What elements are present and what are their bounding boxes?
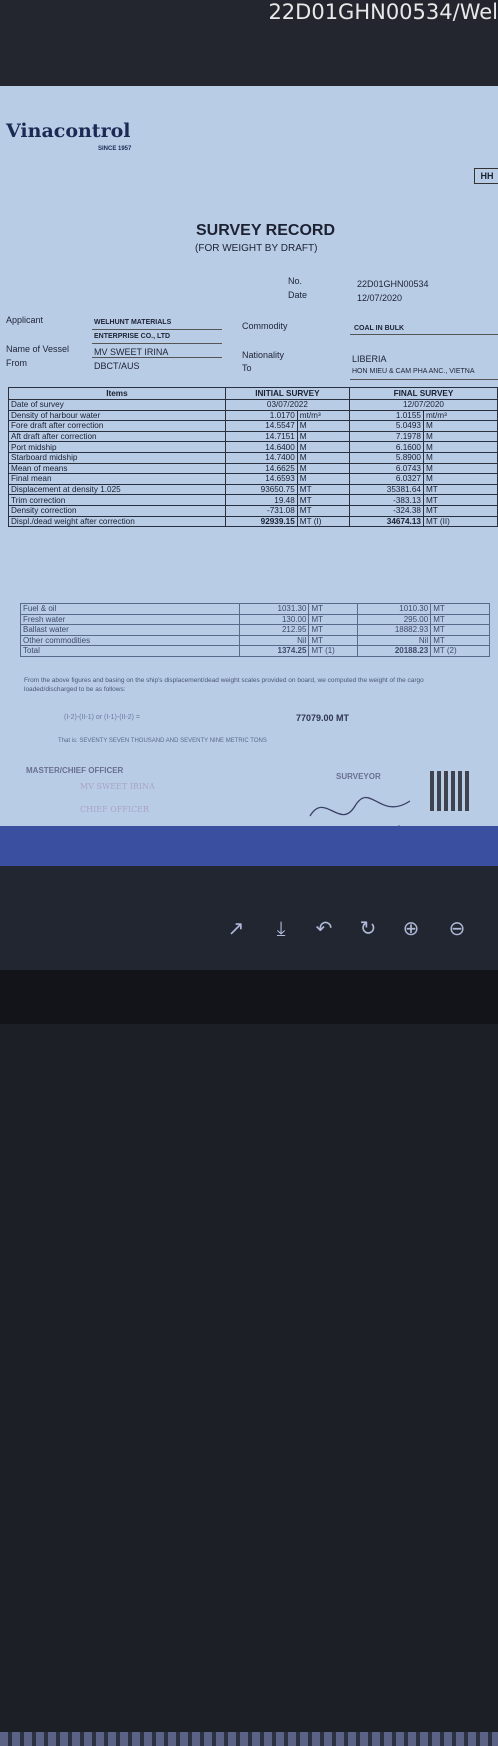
row-initial-unit: MT (I) — [297, 516, 349, 527]
row-initial-unit: MT — [297, 495, 349, 506]
row-initial-value: 93650.75 — [225, 484, 297, 495]
row-initial-value: 14.7151 — [225, 431, 297, 442]
row-final-value: 12/07/2020 — [349, 400, 497, 411]
page-subtitle: (FOR WEIGHT BY DRAFT) — [195, 243, 318, 254]
row-final-value: 18882.93 — [357, 625, 431, 636]
table-row — [21, 646, 490, 657]
row-initial-value: 14.6593 — [225, 474, 297, 485]
qr-code — [430, 771, 470, 811]
row-final-value: 7.1978 — [349, 431, 423, 442]
document-edge-strip — [0, 1732, 498, 1746]
nationality-label: Nationality — [242, 350, 285, 360]
final-survey-header: FINAL SURVEY — [349, 388, 497, 400]
initial-survey-header: INITIAL SURVEY — [225, 388, 349, 400]
row-initial-value: 14.6400 — [225, 442, 297, 453]
row-final-value: 35381.64 — [349, 484, 423, 495]
row-initial-value: 03/07/2022 — [225, 400, 349, 411]
row-final-value: 1010.30 — [357, 604, 431, 615]
table-row — [9, 421, 498, 432]
row-final-unit: M — [423, 452, 497, 463]
survey-table — [8, 387, 498, 527]
rotate-left-icon[interactable]: ↶ — [315, 918, 333, 940]
table-row — [9, 463, 498, 474]
document-title: 22D01GHN00534/Wel — [268, 0, 498, 24]
master-signature-label: MASTER/CHIEF OFFICER — [26, 766, 124, 775]
row-item: Date of survey — [9, 400, 226, 411]
row-item: Total — [21, 646, 240, 657]
viewer-top-bar — [0, 0, 498, 86]
divider — [92, 329, 222, 330]
document-footer — [0, 826, 498, 866]
cargo-weight-result: 77079.00 MT — [296, 713, 350, 723]
row-final-value: 5.0493 — [349, 421, 423, 432]
divider — [350, 379, 498, 380]
row-final-unit: MT (II) — [423, 516, 497, 527]
no-label: No. — [288, 276, 303, 286]
row-initial-unit: M — [297, 474, 349, 485]
row-final-value: 6.0743 — [349, 463, 423, 474]
row-item: Final mean — [9, 474, 226, 485]
row-item: Displ./dead weight after correction — [9, 516, 226, 527]
computation-note: From the above figures and basing on the ship's displacement/dead weight scales provided on board, we computed the weight of the cargo loaded/discharged to be as follows: — [24, 677, 424, 693]
row-final-unit: MT — [423, 495, 497, 506]
row-initial-value: 14.5547 — [225, 421, 297, 432]
download-icon[interactable]: ⤓ — [276, 918, 286, 940]
row-initial-unit: M — [297, 421, 349, 432]
row-item: Trim correction — [9, 495, 226, 506]
table-row — [9, 400, 498, 411]
items-header: Items — [9, 388, 226, 400]
row-final-value: 5.8900 — [349, 452, 423, 463]
logo-since: SINCE 1957 — [98, 146, 132, 152]
page-title: SURVEY RECORD — [196, 222, 335, 239]
table-row — [21, 614, 490, 625]
divider — [92, 343, 222, 344]
row-item: Starboard midship — [9, 452, 226, 463]
row-initial-unit: M — [297, 452, 349, 463]
row-item: Aft draft after correction — [9, 431, 226, 442]
vessel-stamp — [80, 782, 170, 822]
row-initial-value: 130.00 — [240, 614, 309, 625]
from-value: DBCT/AUS — [94, 361, 140, 371]
row-final-unit: M — [423, 431, 497, 442]
row-final-value: 34674.13 — [349, 516, 423, 527]
row-final-unit: M — [423, 463, 497, 474]
applicant-label: Applicant — [6, 315, 44, 325]
zoom-in-icon[interactable]: ⊕ — [402, 918, 420, 940]
row-item: Mean of means — [9, 463, 226, 474]
date-label: Date — [288, 290, 308, 300]
row-item: Fore draft after correction — [9, 421, 226, 432]
row-initial-value: 212.95 — [240, 625, 309, 636]
row-item: Fuel & oil — [21, 604, 240, 615]
row-final-value: -324.38 — [349, 505, 423, 516]
vessel-value: MV SWEET IRINA — [94, 347, 169, 357]
rotate-right-icon[interactable]: ↻ — [359, 918, 377, 940]
row-final-value: 6.1600 — [349, 442, 423, 453]
commodity-value: COAL IN BULK — [354, 325, 405, 332]
date-value: 12/07/2020 — [357, 293, 403, 303]
to-label: To — [242, 363, 252, 373]
commodity-label: Commodity — [242, 321, 288, 331]
row-item: Displacement at density 1.025 — [9, 484, 226, 495]
row-final-unit: mt/m³ — [423, 410, 497, 421]
row-initial-value: 92939.15 — [225, 516, 297, 527]
row-initial-unit: mt/m³ — [297, 410, 349, 421]
table-header-row — [9, 388, 498, 400]
nationality-value: LIBERIA — [352, 354, 387, 364]
row-final-unit: M — [423, 421, 497, 432]
table-row — [9, 452, 498, 463]
row-initial-value: 1.0170 — [225, 410, 297, 421]
row-item: Fresh water — [21, 614, 240, 625]
row-final-unit: MT (2) — [431, 646, 490, 657]
vessel-label: Name of Vessel — [6, 344, 70, 354]
table-row — [21, 625, 490, 636]
row-initial-value: 14.7400 — [225, 452, 297, 463]
row-initial-unit: MT — [309, 635, 357, 646]
row-item: Other commodities — [21, 635, 240, 646]
row-initial-unit: MT — [309, 614, 357, 625]
row-item: Ballast water — [21, 625, 240, 636]
table-row — [9, 484, 498, 495]
row-final-unit: MT — [431, 614, 490, 625]
row-initial-unit: MT — [309, 604, 357, 615]
from-label: From — [6, 358, 27, 368]
row-initial-value: 19.48 — [225, 495, 297, 506]
row-final-value: Nil — [357, 635, 431, 646]
row-initial-unit: MT (1) — [309, 646, 357, 657]
row-final-unit: MT — [431, 604, 490, 615]
divider — [92, 357, 222, 358]
table-row — [9, 495, 498, 506]
row-item: Port midship — [9, 442, 226, 453]
row-initial-value: -731.08 — [225, 505, 297, 516]
row-final-value: 295.00 — [357, 614, 431, 625]
stamp-chief-officer: CHIEF OFFICER — [80, 805, 149, 814]
row-final-value: 6.0327 — [349, 474, 423, 485]
fuel-table — [20, 603, 490, 657]
no-value: 22D01GHN00534 — [357, 279, 429, 289]
share-icon[interactable]: ↗ — [227, 918, 245, 940]
to-value: HON MIEU & CAM PHA ANC., VIETNA — [352, 368, 475, 375]
row-final-unit: MT — [423, 484, 497, 495]
row-final-value: 20188.23 — [357, 646, 431, 657]
hh-box: HH — [474, 168, 498, 184]
bottom-bar — [0, 970, 498, 1024]
divider — [350, 334, 498, 335]
table-row — [21, 635, 490, 646]
row-initial-unit: M — [297, 463, 349, 474]
table-row — [9, 516, 498, 527]
row-initial-unit: MT — [309, 625, 357, 636]
row-initial-unit: MT — [297, 484, 349, 495]
row-initial-value: Nil — [240, 635, 309, 646]
row-final-unit: MT — [431, 625, 490, 636]
row-initial-unit: MT — [297, 505, 349, 516]
row-final-unit: MT — [431, 635, 490, 646]
row-final-unit: M — [423, 442, 497, 453]
table-row — [9, 431, 498, 442]
stamp-vessel-name: MV SWEET IRINA — [80, 782, 155, 791]
amount-in-words: That is: SEVENTY SEVEN THOUSAND AND SEVENTY NINE METRIC TONS — [58, 738, 267, 744]
table-row — [9, 474, 498, 485]
surveyor-signature-label: SURVEYOR — [336, 772, 381, 781]
row-initial-value: 1374.25 — [240, 646, 309, 657]
row-final-value: 1.0155 — [349, 410, 423, 421]
row-initial-value: 14.6625 — [225, 463, 297, 474]
vinacontrol-logo: Vinacontrol — [6, 120, 131, 142]
survey-document — [0, 86, 498, 866]
row-final-unit: MT — [423, 505, 497, 516]
row-item: Density correction — [9, 505, 226, 516]
viewer-toolbar — [0, 866, 498, 970]
applicant-value: WELHUNT MATERIALS — [94, 319, 172, 326]
row-item: Density of harbour water — [9, 410, 226, 421]
row-final-value: -383.13 — [349, 495, 423, 506]
table-row — [9, 505, 498, 516]
table-row — [9, 442, 498, 453]
table-row — [21, 604, 490, 615]
row-initial-value: 1031.30 — [240, 604, 309, 615]
zoom-out-icon[interactable]: ⊖ — [448, 918, 466, 940]
applicant-value-2: ENTERPRISE CO., LTD — [94, 333, 171, 340]
row-initial-unit: M — [297, 431, 349, 442]
formula: (I-2)-(II-1) or (I-1)-(II-2) = — [64, 714, 141, 721]
table-row — [9, 410, 498, 421]
row-final-unit: M — [423, 474, 497, 485]
row-initial-unit: M — [297, 442, 349, 453]
